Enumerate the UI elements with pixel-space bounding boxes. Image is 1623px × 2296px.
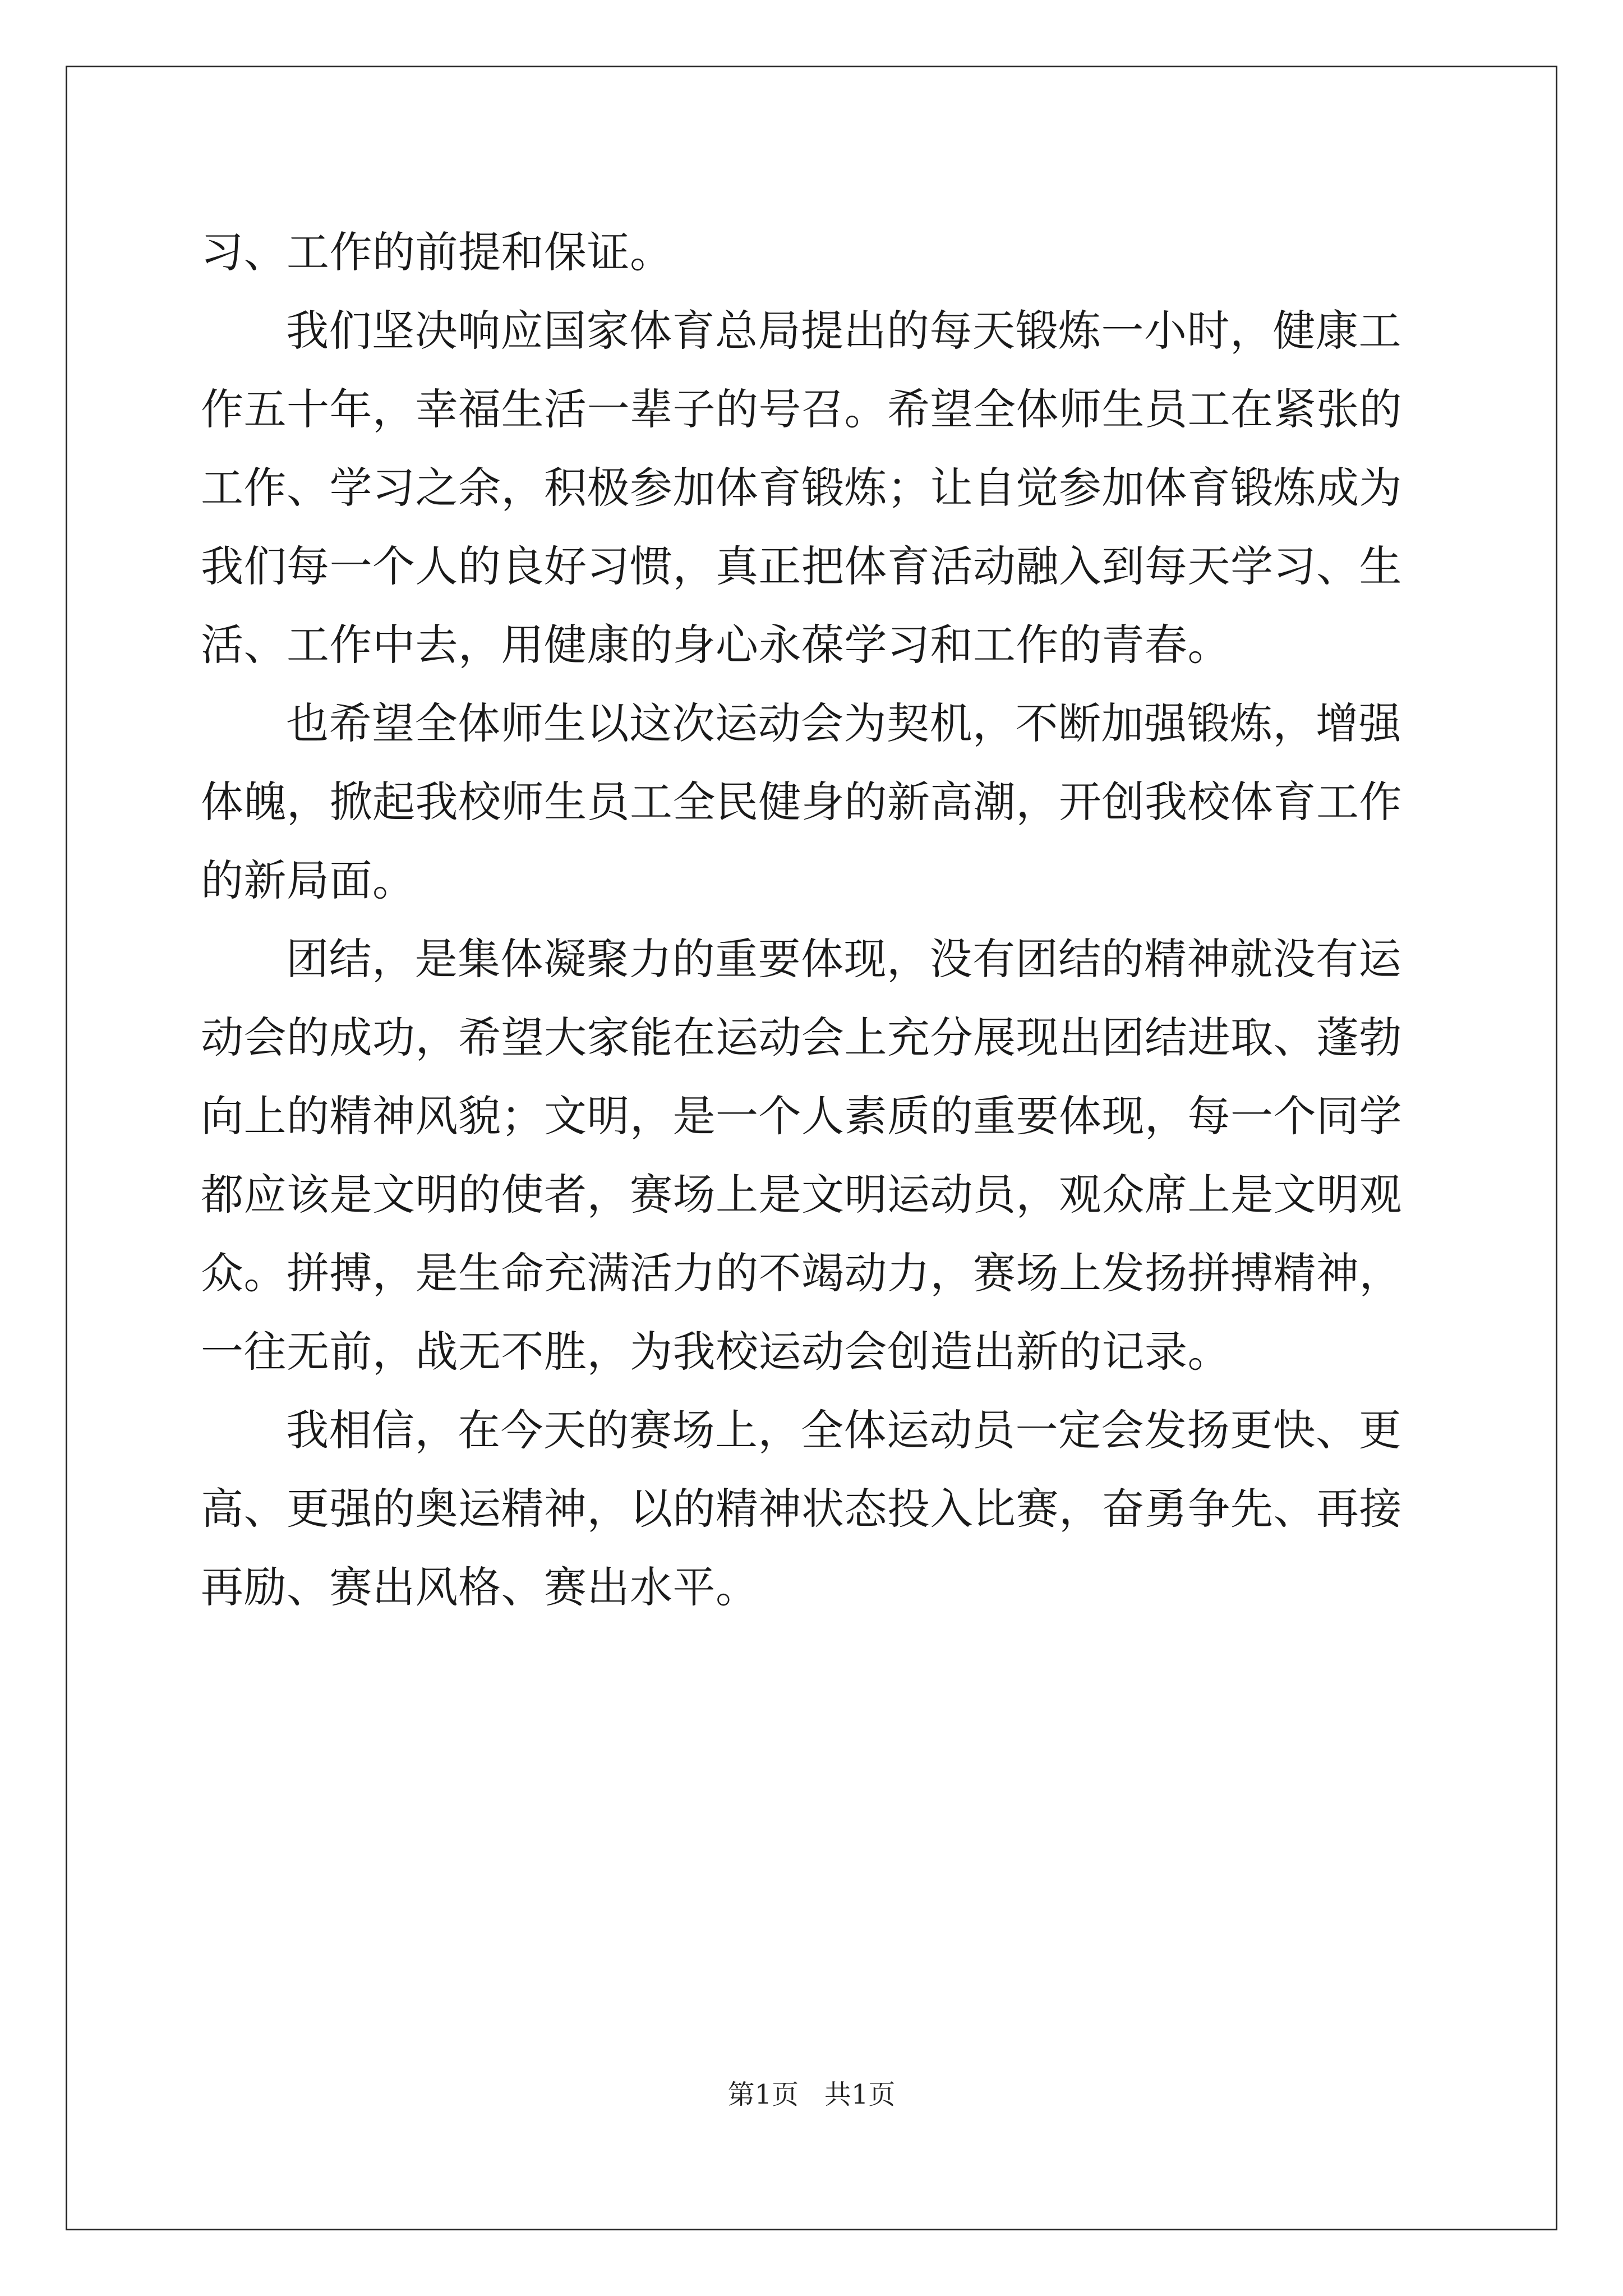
page-footer: 第1页 共1页 bbox=[727, 2079, 896, 2110]
paragraph: 我们坚决响应国家体育总局提出的每天锻炼一小时，健康工作五十年，幸福生活一辈子的号召。希望全体师生员工在紧张的工作、学习之余，积极参加体育锻炼；让自觉参加体育锻炼成为我们每一个人的良好习惯，真正把体育活动融入到每天学习、生活、工作中去，用健康的身心永葆学习和工作的青春。 bbox=[201, 306, 1402, 670]
document-body bbox=[201, 213, 1423, 1627]
paragraph: 也希望全体师生以这次运动会为契机，不断加强锻炼，增强体魄，掀起我校师生员工全民健身的新高潮，开创我校体育工作的新局面。 bbox=[201, 698, 1402, 905]
paragraph: 团结，是集体凝聚力的重要体现，没有团结的精神就没有运动会的成功，希望大家能在运动会上充分展现出团结进取、蓬勃向上的精神风貌；文明，是一个人素质的重要体现，每一个同学都应该是文明的使者，赛场上是文明运动员，观众席上是文明观众。拼搏，是生命充满活力的不竭动力，赛场上发扬拼搏精神，一往无前，战无不胜，为我校运动会创造出新的记录。 bbox=[201, 934, 1402, 1377]
paragraph-continuation: 习、工作的前提和保证。 bbox=[201, 227, 673, 277]
paragraph: 我相信，在今天的赛场上，全体运动员一定会发扬更快、更高、更强的奥运精神，以的精神状态投入比赛，奋勇争先、再接再励、赛出风格、赛出水平。 bbox=[201, 1405, 1402, 1612]
